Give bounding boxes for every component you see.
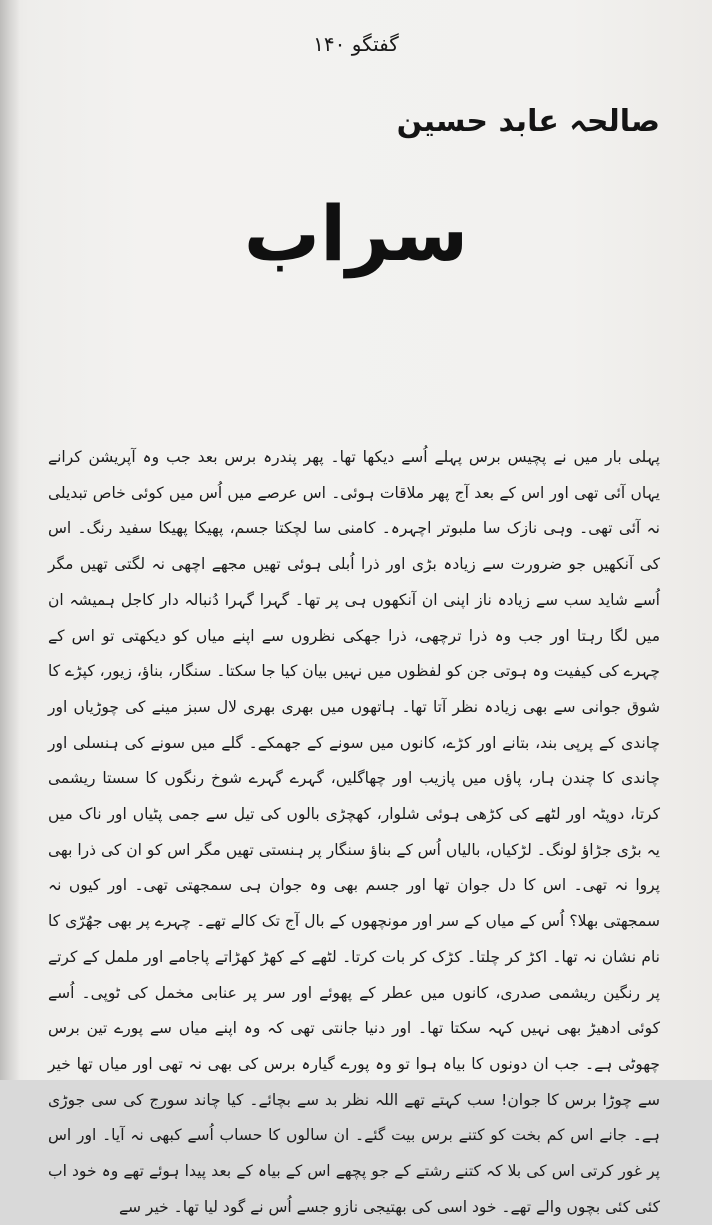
page-number: گفتگو ۱۴۰: [313, 32, 399, 56]
author-name: صالحہ عابد حسین: [396, 104, 660, 139]
story-body-text: پہلی بار میں نے پچیس برس پہلے اُسے دیکھا تھا۔ پھر پندرہ برس بعد جب وہ آپریشن کرانے یہاں آئی تھی اور اس کے بعد آج پھر ملاقات ہوئی۔ اس عرصے میں اُس میں کوئی خاص تبدیلی نہ آئی تھی۔ وہی نازک سا ملبوتر اچہرہ۔ کامنی سا لچکتا جسم، پھیکا پھیکا سفید رنگ۔ اس کی آنکھیں جو ضرورت سے زیادہ بڑی اور ذرا اُبلی ہوئی تھیں مجھے اچھی نہ لگتی تھیں مگر اُسے شاید سب سے زیادہ ناز اپنی ان آنکھوں ہی پر تھا۔ گہرا گہرا دُنبالہ دار کاجل ہمیشہ ان میں لگا رہتا اور جب وہ ذرا ترچھی، ذرا جھکی نظروں سے اپنے میاں کو دیکھتی تو اس کے چہرے کی کیفیت وہ ہوتی جن کو لفظوں میں نہیں بیان کیا جا سکتا۔ سنگار، بناؤ، زیور، کپڑے کا شوق جوانی سے بھی زیادہ نظر آتا تھا۔ ہاتھوں میں بھری بھری لال سبز مینے کی چوڑیاں اور چاندی کے پرپی بند، بتانے اور کڑے، کانوں میں سونے کے جھمکے۔ گلے میں سونے کی ہنسلی اور چاندی کا چندن ہار، پاؤں میں پازیب اور چھاگلیں، گہرے گہرے شوخ رنگوں کا سستا ریشمی کرتا، دوپٹہ اور لٹھے کی کڑھی ہوئی شلوار، کھچڑی بالوں کی تیل سے جمی پٹیاں اور ناک میں یہ بڑی جڑاؤ لونگ۔ لڑکیاں، بالیاں اُس کے بناؤ سنگار پر ہنستی تھیں مگر اس کو ان کی ذرا بھی پروا نہ تھی۔ اس کا دل جوان تھا اور جسم بھی وہ جوان ہی سمجھتی تھی۔ اور کیوں نہ سمجھتی بھلا؟ اُس کے میاں کے سر اور مونچھوں کے بال آج تک کالے تھے۔ چہرے پر بھی جھُرّی کا نام نشان نہ تھا۔ اکڑ کر چلتا۔ کڑک کر بات کرتا۔ لٹھے کے کھڑ کھڑاتے پاجامے اور ململ کے کرتے پر رنگین ریشمی صدری، کانوں میں عطر کے پھوئے اور سر پر عنابی مخمل کی ٹوپی۔ اُسے کوئی ادھیڑ بھی نہیں کہہ سکتا تھا۔ اور دنیا جانتی تھی کہ وہ اپنے میاں سے پورے تین برس چھوٹی ہے۔ جب ان دونوں کا بیاہ ہوا تو وہ پورے گیارہ برس کی بھی نہ تھی اور میاں تھا خیر سے چوڑا برس کا جوان! سب کہتے تھے اللہ نظر بد سے بچائے۔ کیا چاند سورج کی سی جوڑی ہے۔ جانے اس کم بخت کو کتنے برس بیت گئے۔ ان سالوں کا حساب اُسے کبھی نہ آیا۔ اور اس پر غور کرتی اس کی بلا کہ کتنے رشتے کے جو پچھے اس کے بیاہ کے بعد پیدا ہوئے تھے وہ خود اب کئی کئی بچوں والے تھے۔ خود اسی کی بھتیجی نازو جسے اُس نے گود لیا تھا۔ خیر سے: [48, 448, 660, 1216]
story-title: سراب: [243, 189, 469, 278]
